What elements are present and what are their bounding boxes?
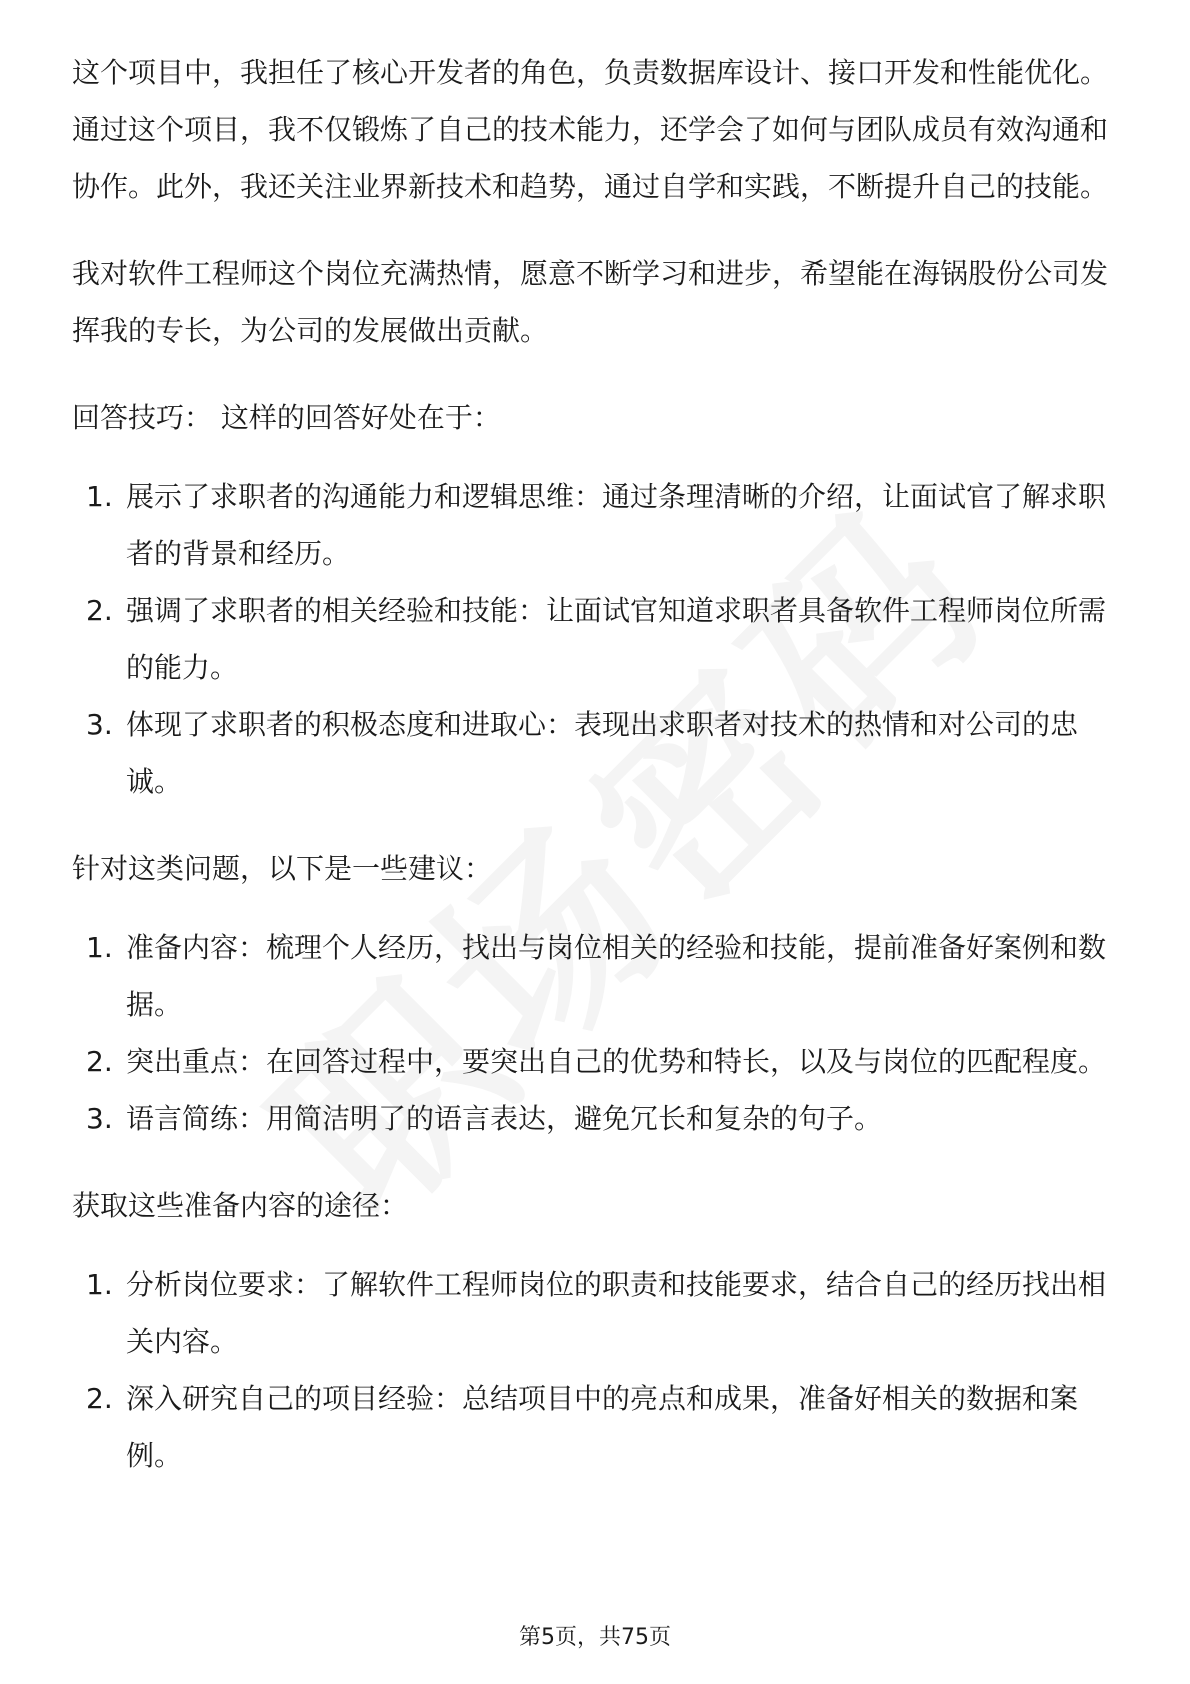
list-text: 深入研究自己的项目经验：总结项目中的亮点和成果，准备好相关的数据和案例。: [126, 1382, 1079, 1472]
list-number: 2.: [86, 594, 113, 627]
list-item: [72, 1033, 1122, 1090]
paragraph-passion: 我对软件工程师这个岗位充满热情，愿意不断学习和进步，希望能在海锅股份公司发挥我的专长，为公司的发展做出贡献。: [72, 257, 1109, 347]
list-item: [72, 696, 1122, 810]
list-number: 2.: [86, 1382, 113, 1415]
list-text: 展示了求职者的沟通能力和逻辑思维：通过条理清晰的介绍，让面试官了解求职者的背景和经历。: [126, 480, 1107, 570]
list-text: 分析岗位要求：了解软件工程师岗位的职责和技能要求，结合自己的经历找出相关内容。: [126, 1268, 1107, 1358]
list-text: 强调了求职者的相关经验和技能：让面试官知道求职者具备软件工程师岗位所需的能力。: [126, 594, 1107, 684]
list-number: 1.: [86, 1268, 113, 1301]
advice-heading: 针对这类问题，以下是一些建议：: [72, 852, 493, 885]
list-number: 3.: [86, 1102, 113, 1135]
tips-heading: 回答技巧： 这样的回答好处在于：: [72, 401, 501, 434]
list-item: [72, 1090, 1122, 1147]
paragraph-project: 这个项目中，我担任了核心开发者的角色，负责数据库设计、接口开发和性能优化。通过这个项目，我不仅锻炼了自己的技术能力，还学会了如何与团队成员有效沟通和协作。此外，我还关注业界新技术和趋势，通过自学和实践，不断提升自己的技能。: [72, 56, 1109, 203]
list-number: 2.: [86, 1045, 113, 1078]
list-text: 体现了求职者的积极态度和进取心：表现出求职者对技术的热情和对公司的忠诚。: [126, 708, 1079, 798]
list-item: [72, 1370, 1122, 1484]
page-number: 第5页，共75页: [519, 1625, 671, 1650]
list-text: 准备内容：梳理个人经历，找出与岗位相关的经验和技能，提前准备好案例和数据。: [126, 931, 1107, 1021]
sources-heading: 获取这些准备内容的途径：: [72, 1189, 409, 1222]
document-body: [72, 44, 1122, 1484]
list-item: [72, 919, 1122, 1033]
advice-list: [72, 919, 1122, 1147]
list-number: 1.: [86, 480, 113, 513]
list-number: 3.: [86, 708, 113, 741]
sources-list: [72, 1256, 1122, 1484]
list-number: 1.: [86, 931, 113, 964]
tips-list: [72, 468, 1122, 810]
list-item: [72, 468, 1122, 582]
list-text: 语言简练：用简洁明了的语言表达，避免冗长和复杂的句子。: [126, 1102, 883, 1135]
list-item: [72, 582, 1122, 696]
list-text: 突出重点：在回答过程中，要突出自己的优势和特长，以及与岗位的匹配程度。: [126, 1045, 1107, 1078]
list-item: [72, 1256, 1122, 1370]
